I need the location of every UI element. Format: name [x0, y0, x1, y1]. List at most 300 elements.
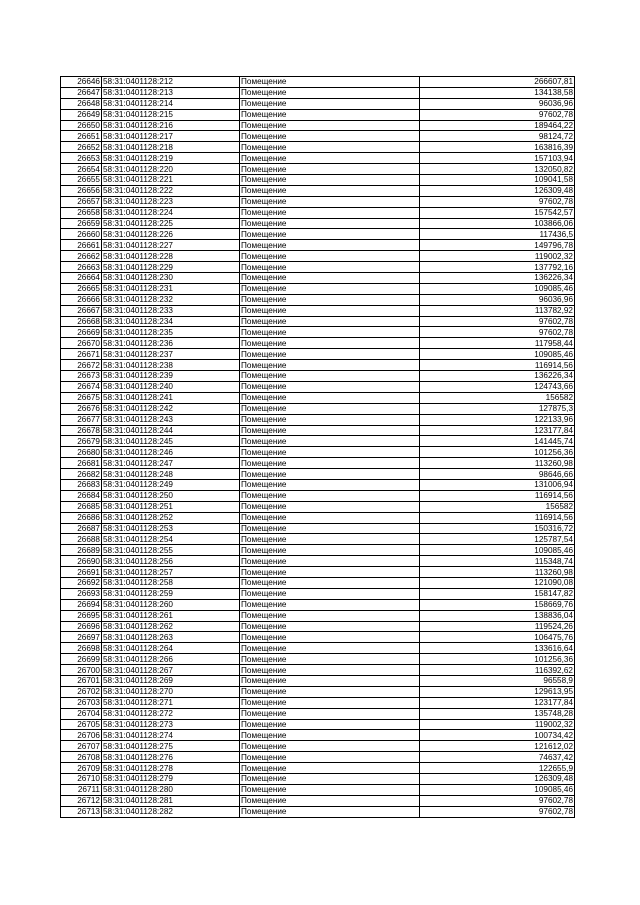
cadastral-value-cell: 119002,32: [420, 719, 575, 730]
table-row: [61, 305, 575, 316]
cadastral-value-cell: 131006,94: [420, 479, 575, 490]
row-number-cell: 26656: [61, 185, 102, 196]
document-sheet: [60, 76, 575, 818]
cadastral-value-cell: 103866,06: [420, 218, 575, 229]
cadastral-value-cell: 122655,9: [420, 763, 575, 774]
row-number-cell: 26688: [61, 534, 102, 545]
cadastral-number-cell: 58:31:0401128:270: [102, 686, 240, 697]
table-row: [61, 436, 575, 447]
table-row: [61, 567, 575, 578]
table-row: [61, 458, 575, 469]
row-number-cell: 26675: [61, 392, 102, 403]
table-row: [61, 175, 575, 186]
cadastral-value-cell: 266607,81: [420, 77, 575, 88]
row-number-cell: 26690: [61, 556, 102, 567]
cadastral-value-cell: 129613,95: [420, 686, 575, 697]
cadastral-value-cell: 134138,58: [420, 87, 575, 98]
table-row: [61, 577, 575, 588]
row-number-cell: 26666: [61, 294, 102, 305]
table-row: [61, 512, 575, 523]
cadastral-value-cell: 109041,58: [420, 175, 575, 186]
object-type-cell: Помещение: [240, 458, 420, 469]
object-type-cell: Помещение: [240, 795, 420, 806]
object-type-cell: Помещение: [240, 262, 420, 273]
cadastral-value-cell: 97602,78: [420, 316, 575, 327]
table-row: [61, 360, 575, 371]
table-row: [61, 207, 575, 218]
row-number-cell: 26713: [61, 806, 102, 817]
object-type-cell: Помещение: [240, 665, 420, 676]
cadastral-number-cell: 58:31:0401128:239: [102, 371, 240, 382]
row-number-cell: 26677: [61, 414, 102, 425]
object-type-cell: Помещение: [240, 175, 420, 186]
object-type-cell: Помещение: [240, 719, 420, 730]
object-type-cell: Помещение: [240, 316, 420, 327]
object-type-cell: Помещение: [240, 567, 420, 578]
cadastral-number-cell: 58:31:0401128:232: [102, 294, 240, 305]
object-type-cell: Помещение: [240, 490, 420, 501]
row-number-cell: 26701: [61, 675, 102, 686]
cadastral-value-cell: 137792,16: [420, 262, 575, 273]
cadastral-value-cell: 101256,36: [420, 654, 575, 665]
cadastral-value-cell: 156582: [420, 501, 575, 512]
table-row: [61, 643, 575, 654]
object-type-cell: Помещение: [240, 469, 420, 480]
cadastral-number-cell: 58:31:0401128:248: [102, 469, 240, 480]
row-number-cell: 26708: [61, 752, 102, 763]
row-number-cell: 26671: [61, 349, 102, 360]
cadastral-value-cell: 119524,26: [420, 621, 575, 632]
object-type-cell: Помещение: [240, 425, 420, 436]
table-row: [61, 447, 575, 458]
cadastral-number-cell: 58:31:0401128:244: [102, 425, 240, 436]
object-type-cell: Помещение: [240, 349, 420, 360]
object-type-cell: Помещение: [240, 675, 420, 686]
object-type-cell: Помещение: [240, 392, 420, 403]
table-row: [61, 752, 575, 763]
row-number-cell: 26673: [61, 371, 102, 382]
row-number-cell: 26672: [61, 360, 102, 371]
cadastral-number-cell: 58:31:0401128:221: [102, 175, 240, 186]
object-type-cell: Помещение: [240, 283, 420, 294]
row-number-cell: 26706: [61, 730, 102, 741]
cadastral-number-cell: 58:31:0401128:216: [102, 120, 240, 131]
object-type-cell: Помещение: [240, 305, 420, 316]
cadastral-value-cell: 136226,34: [420, 273, 575, 284]
cadastral-number-cell: 58:31:0401128:250: [102, 490, 240, 501]
row-number-cell: 26657: [61, 196, 102, 207]
row-number-cell: 26654: [61, 164, 102, 175]
table-row: [61, 501, 575, 512]
row-number-cell: 26684: [61, 490, 102, 501]
cadastral-number-cell: 58:31:0401128:215: [102, 109, 240, 120]
row-number-cell: 26661: [61, 240, 102, 251]
table-row: [61, 87, 575, 98]
cadastral-value-cell: 117436,5: [420, 229, 575, 240]
row-number-cell: 26702: [61, 686, 102, 697]
row-number-cell: 26650: [61, 120, 102, 131]
table-row: [61, 240, 575, 251]
row-number-cell: 26676: [61, 403, 102, 414]
row-number-cell: 26683: [61, 479, 102, 490]
object-type-cell: Помещение: [240, 806, 420, 817]
row-number-cell: 26648: [61, 98, 102, 109]
row-number-cell: 26711: [61, 784, 102, 795]
cadastral-value-table: [60, 76, 575, 818]
table-row: [61, 77, 575, 88]
table-row: [61, 349, 575, 360]
cadastral-number-cell: 58:31:0401128:256: [102, 556, 240, 567]
object-type-cell: Помещение: [240, 327, 420, 338]
row-number-cell: 26707: [61, 741, 102, 752]
cadastral-value-cell: 113782,92: [420, 305, 575, 316]
cadastral-number-cell: 58:31:0401128:255: [102, 545, 240, 556]
cadastral-value-cell: 122133,96: [420, 414, 575, 425]
cadastral-value-cell: 123177,84: [420, 697, 575, 708]
object-type-cell: Помещение: [240, 381, 420, 392]
cadastral-value-cell: 109085,46: [420, 545, 575, 556]
table-row: [61, 774, 575, 785]
object-type-cell: Помещение: [240, 294, 420, 305]
cadastral-number-cell: 58:31:0401128:271: [102, 697, 240, 708]
cadastral-value-cell: 96558,9: [420, 675, 575, 686]
row-number-cell: 26691: [61, 567, 102, 578]
cadastral-value-cell: 157542,57: [420, 207, 575, 218]
cadastral-number-cell: 58:31:0401128:213: [102, 87, 240, 98]
table-row: [61, 98, 575, 109]
table-row: [61, 795, 575, 806]
object-type-cell: Помещение: [240, 229, 420, 240]
cadastral-number-cell: 58:31:0401128:237: [102, 349, 240, 360]
table-row: [61, 490, 575, 501]
cadastral-number-cell: 58:31:0401128:229: [102, 262, 240, 273]
row-number-cell: 26692: [61, 577, 102, 588]
cadastral-number-cell: 58:31:0401128:227: [102, 240, 240, 251]
cadastral-value-cell: 101256,36: [420, 447, 575, 458]
cadastral-value-cell: 149796,78: [420, 240, 575, 251]
cadastral-number-cell: 58:31:0401128:246: [102, 447, 240, 458]
row-number-cell: 26686: [61, 512, 102, 523]
row-number-cell: 26680: [61, 447, 102, 458]
cadastral-value-cell: 127875,3: [420, 403, 575, 414]
table-row: [61, 403, 575, 414]
cadastral-number-cell: 58:31:0401128:278: [102, 763, 240, 774]
row-number-cell: 26658: [61, 207, 102, 218]
cadastral-value-cell: 121090,08: [420, 577, 575, 588]
cadastral-value-cell: 109085,46: [420, 784, 575, 795]
row-number-cell: 26669: [61, 327, 102, 338]
row-number-cell: 26670: [61, 338, 102, 349]
row-number-cell: 26653: [61, 153, 102, 164]
cadastral-value-cell: 113260,98: [420, 458, 575, 469]
cadastral-value-cell: 106475,76: [420, 632, 575, 643]
cadastral-value-cell: 119002,32: [420, 251, 575, 262]
row-number-cell: 26681: [61, 458, 102, 469]
row-number-cell: 26668: [61, 316, 102, 327]
table-row: [61, 534, 575, 545]
object-type-cell: Помещение: [240, 588, 420, 599]
row-number-cell: 26695: [61, 610, 102, 621]
row-number-cell: 26693: [61, 588, 102, 599]
object-type-cell: Помещение: [240, 610, 420, 621]
table-row: [61, 763, 575, 774]
cadastral-value-cell: 156582: [420, 392, 575, 403]
row-number-cell: 26663: [61, 262, 102, 273]
object-type-cell: Помещение: [240, 273, 420, 284]
cadastral-number-cell: 58:31:0401128:220: [102, 164, 240, 175]
cadastral-value-cell: 121612,02: [420, 741, 575, 752]
cadastral-value-cell: 109085,46: [420, 349, 575, 360]
row-number-cell: 26705: [61, 719, 102, 730]
table-row: [61, 327, 575, 338]
table-row: [61, 164, 575, 175]
object-type-cell: Помещение: [240, 534, 420, 545]
cadastral-value-cell: 100734,42: [420, 730, 575, 741]
cadastral-value-cell: 117958,44: [420, 338, 575, 349]
table-row: [61, 153, 575, 164]
table-row: [61, 675, 575, 686]
object-type-cell: Помещение: [240, 403, 420, 414]
cadastral-number-cell: 58:31:0401128:249: [102, 479, 240, 490]
table-row: [61, 686, 575, 697]
object-type-cell: Помещение: [240, 599, 420, 610]
row-number-cell: 26682: [61, 469, 102, 480]
cadastral-value-cell: 116914,56: [420, 490, 575, 501]
cadastral-value-cell: 132050,82: [420, 164, 575, 175]
object-type-cell: Помещение: [240, 185, 420, 196]
cadastral-number-cell: 58:31:0401128:235: [102, 327, 240, 338]
row-number-cell: 26712: [61, 795, 102, 806]
table-row: [61, 632, 575, 643]
table-row: [61, 262, 575, 273]
table-row: [61, 654, 575, 665]
cadastral-number-cell: 58:31:0401128:262: [102, 621, 240, 632]
table-row: [61, 316, 575, 327]
cadastral-value-cell: 96036,96: [420, 294, 575, 305]
cadastral-value-cell: 163816,39: [420, 142, 575, 153]
cadastral-number-cell: 58:31:0401128:219: [102, 153, 240, 164]
object-type-cell: Помещение: [240, 632, 420, 643]
table-row: [61, 338, 575, 349]
row-number-cell: 26674: [61, 381, 102, 392]
row-number-cell: 26687: [61, 523, 102, 534]
object-type-cell: Помещение: [240, 784, 420, 795]
row-number-cell: 26655: [61, 175, 102, 186]
row-number-cell: 26698: [61, 643, 102, 654]
cadastral-number-cell: 58:31:0401128:260: [102, 599, 240, 610]
object-type-cell: Помещение: [240, 87, 420, 98]
table-row: [61, 142, 575, 153]
row-number-cell: 26694: [61, 599, 102, 610]
object-type-cell: Помещение: [240, 153, 420, 164]
object-type-cell: Помещение: [240, 686, 420, 697]
object-type-cell: Помещение: [240, 447, 420, 458]
object-type-cell: Помещение: [240, 164, 420, 175]
object-type-cell: Помещение: [240, 371, 420, 382]
row-number-cell: 26647: [61, 87, 102, 98]
cadastral-number-cell: 58:31:0401128:228: [102, 251, 240, 262]
cadastral-value-cell: 157103,94: [420, 153, 575, 164]
cadastral-number-cell: 58:31:0401128:224: [102, 207, 240, 218]
table-row: [61, 425, 575, 436]
table-row: [61, 741, 575, 752]
table-row: [61, 806, 575, 817]
table-row: [61, 610, 575, 621]
row-number-cell: 26646: [61, 77, 102, 88]
cadastral-value-cell: 125787,54: [420, 534, 575, 545]
cadastral-number-cell: 58:31:0401128:281: [102, 795, 240, 806]
table-row: [61, 469, 575, 480]
cadastral-value-cell: 158147,82: [420, 588, 575, 599]
table-body: [61, 77, 575, 818]
cadastral-number-cell: 58:31:0401128:241: [102, 392, 240, 403]
object-type-cell: Помещение: [240, 218, 420, 229]
object-type-cell: Помещение: [240, 752, 420, 763]
table-row: [61, 120, 575, 131]
cadastral-value-cell: 124743,66: [420, 381, 575, 392]
object-type-cell: Помещение: [240, 621, 420, 632]
cadastral-value-cell: 115348,74: [420, 556, 575, 567]
cadastral-number-cell: 58:31:0401128:238: [102, 360, 240, 371]
cadastral-number-cell: 58:31:0401128:279: [102, 774, 240, 785]
row-number-cell: 26710: [61, 774, 102, 785]
cadastral-number-cell: 58:31:0401128:234: [102, 316, 240, 327]
row-number-cell: 26703: [61, 697, 102, 708]
table-row: [61, 229, 575, 240]
cadastral-number-cell: 58:31:0401128:217: [102, 131, 240, 142]
cadastral-number-cell: 58:31:0401128:242: [102, 403, 240, 414]
cadastral-value-cell: 97602,78: [420, 806, 575, 817]
cadastral-number-cell: 58:31:0401128:223: [102, 196, 240, 207]
cadastral-number-cell: 58:31:0401128:247: [102, 458, 240, 469]
object-type-cell: Помещение: [240, 142, 420, 153]
table-row: [61, 523, 575, 534]
cadastral-number-cell: 58:31:0401128:236: [102, 338, 240, 349]
row-number-cell: 26709: [61, 763, 102, 774]
table-row: [61, 621, 575, 632]
cadastral-value-cell: 141445,74: [420, 436, 575, 447]
cadastral-number-cell: 58:31:0401128:266: [102, 654, 240, 665]
table-row: [61, 665, 575, 676]
row-number-cell: 26685: [61, 501, 102, 512]
object-type-cell: Помещение: [240, 251, 420, 262]
cadastral-number-cell: 58:31:0401128:251: [102, 501, 240, 512]
object-type-cell: Помещение: [240, 577, 420, 588]
row-number-cell: 26659: [61, 218, 102, 229]
object-type-cell: Помещение: [240, 120, 420, 131]
object-type-cell: Помещение: [240, 501, 420, 512]
object-type-cell: Помещение: [240, 512, 420, 523]
cadastral-number-cell: 58:31:0401128:254: [102, 534, 240, 545]
table-row: [61, 251, 575, 262]
row-number-cell: 26704: [61, 708, 102, 719]
row-number-cell: 26697: [61, 632, 102, 643]
cadastral-value-cell: 126309,48: [420, 185, 575, 196]
cadastral-number-cell: 58:31:0401128:231: [102, 283, 240, 294]
table-row: [61, 479, 575, 490]
cadastral-value-cell: 113260,98: [420, 567, 575, 578]
cadastral-number-cell: 58:31:0401128:222: [102, 185, 240, 196]
cadastral-number-cell: 58:31:0401128:282: [102, 806, 240, 817]
cadastral-value-cell: 98646,66: [420, 469, 575, 480]
table-row: [61, 708, 575, 719]
cadastral-number-cell: 58:31:0401128:269: [102, 675, 240, 686]
table-row: [61, 414, 575, 425]
table-row: [61, 719, 575, 730]
cadastral-number-cell: 58:31:0401128:253: [102, 523, 240, 534]
cadastral-value-cell: 97602,78: [420, 109, 575, 120]
cadastral-number-cell: 58:31:0401128:276: [102, 752, 240, 763]
object-type-cell: Помещение: [240, 338, 420, 349]
object-type-cell: Помещение: [240, 436, 420, 447]
object-type-cell: Помещение: [240, 545, 420, 556]
cadastral-value-cell: 116914,56: [420, 512, 575, 523]
table-row: [61, 283, 575, 294]
object-type-cell: Помещение: [240, 654, 420, 665]
cadastral-value-cell: 96036,96: [420, 98, 575, 109]
cadastral-number-cell: 58:31:0401128:252: [102, 512, 240, 523]
cadastral-number-cell: 58:31:0401128:264: [102, 643, 240, 654]
table-row: [61, 185, 575, 196]
row-number-cell: 26678: [61, 425, 102, 436]
table-row: [61, 697, 575, 708]
cadastral-number-cell: 58:31:0401128:218: [102, 142, 240, 153]
table-row: [61, 599, 575, 610]
object-type-cell: Помещение: [240, 741, 420, 752]
object-type-cell: Помещение: [240, 774, 420, 785]
cadastral-number-cell: 58:31:0401128:274: [102, 730, 240, 741]
object-type-cell: Помещение: [240, 240, 420, 251]
cadastral-value-cell: 189464,22: [420, 120, 575, 131]
cadastral-number-cell: 58:31:0401128:280: [102, 784, 240, 795]
object-type-cell: Помещение: [240, 556, 420, 567]
cadastral-number-cell: 58:31:0401128:212: [102, 77, 240, 88]
object-type-cell: Помещение: [240, 523, 420, 534]
cadastral-number-cell: 58:31:0401128:243: [102, 414, 240, 425]
table-row: [61, 545, 575, 556]
cadastral-number-cell: 58:31:0401128:258: [102, 577, 240, 588]
cadastral-value-cell: 97602,78: [420, 327, 575, 338]
cadastral-value-cell: 98124,72: [420, 131, 575, 142]
row-number-cell: 26664: [61, 273, 102, 284]
table-row: [61, 196, 575, 207]
table-row: [61, 218, 575, 229]
cadastral-number-cell: 58:31:0401128:267: [102, 665, 240, 676]
cadastral-value-cell: 109085,46: [420, 283, 575, 294]
object-type-cell: Помещение: [240, 708, 420, 719]
row-number-cell: 26696: [61, 621, 102, 632]
cadastral-number-cell: 58:31:0401128:259: [102, 588, 240, 599]
cadastral-value-cell: 116392,62: [420, 665, 575, 676]
table-row: [61, 556, 575, 567]
object-type-cell: Помещение: [240, 98, 420, 109]
row-number-cell: 26679: [61, 436, 102, 447]
cadastral-value-cell: 138836,04: [420, 610, 575, 621]
row-number-cell: 26662: [61, 251, 102, 262]
row-number-cell: 26652: [61, 142, 102, 153]
row-number-cell: 26651: [61, 131, 102, 142]
table-row: [61, 392, 575, 403]
table-row: [61, 381, 575, 392]
cadastral-number-cell: 58:31:0401128:214: [102, 98, 240, 109]
cadastral-number-cell: 58:31:0401128:257: [102, 567, 240, 578]
object-type-cell: Помещение: [240, 763, 420, 774]
cadastral-number-cell: 58:31:0401128:245: [102, 436, 240, 447]
object-type-cell: Помещение: [240, 77, 420, 88]
row-number-cell: 26665: [61, 283, 102, 294]
cadastral-value-cell: 133616,64: [420, 643, 575, 654]
object-type-cell: Помещение: [240, 730, 420, 741]
